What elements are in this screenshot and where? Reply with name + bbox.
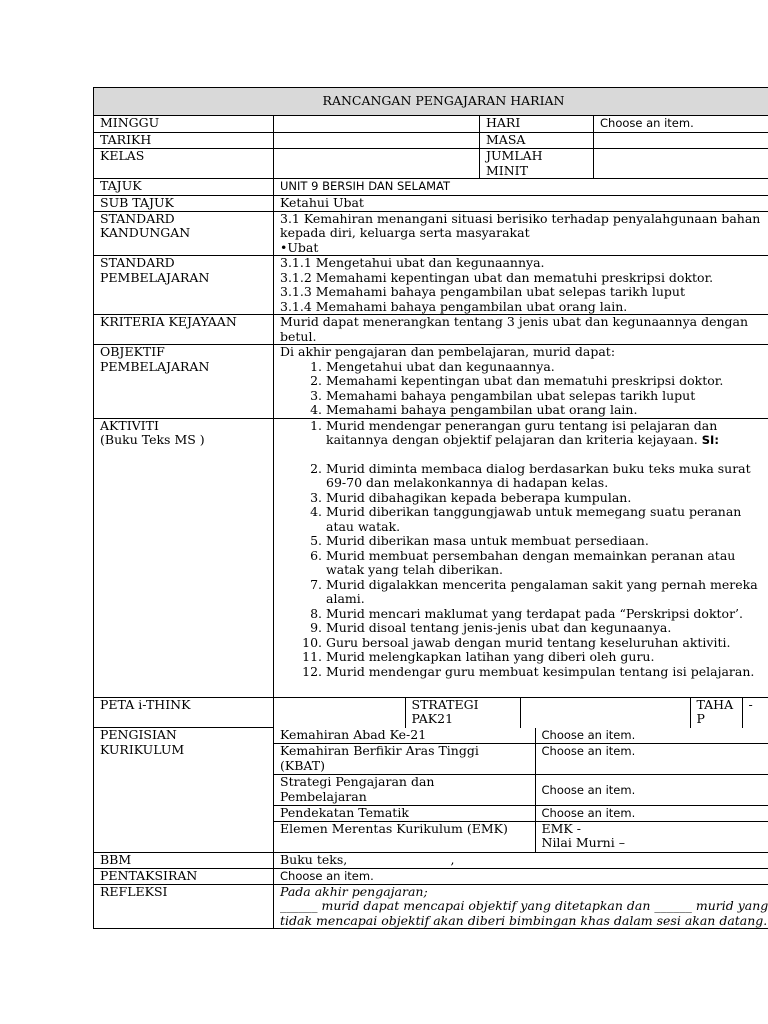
jumlah-minit-label-line1: JUMLAH (486, 148, 543, 163)
standard-kandungan-value[interactable] (274, 211, 768, 256)
list-item (326, 665, 768, 680)
sp-line: 3.1.1 Mengetahui ubat dan kegunaannya. (280, 255, 545, 270)
peta-row (274, 697, 768, 728)
masa-label: MASA (480, 133, 594, 149)
objektif-label-line1: OBJEKTIF (100, 344, 165, 359)
line: 2. Murid diminta membaca dialog berdasarkan buku teks muka surat (326, 460, 751, 476)
peta-value[interactable] (274, 698, 405, 728)
sk-line: •Ubat (280, 239, 319, 255)
strategi-value[interactable] (520, 698, 690, 728)
objektif-intro: Di akhir pengajaran dan pembelajaran, murid dapat: (280, 344, 616, 359)
list-item (326, 491, 768, 506)
abad21-dropdown[interactable]: Choose an item. (535, 728, 768, 744)
pendekatan-tematik-label: Pendekatan Tematik (274, 806, 535, 822)
line: 12. Murid mendengar guru membuat kesimpulan tentang isi pelajaran. (326, 663, 755, 679)
nilai-murni-line: Nilai Murni – (541, 835, 625, 850)
list-item (326, 534, 768, 549)
line: 5. Murid diberikan masa untuk membuat persediaan. (326, 533, 649, 548)
list-item: 3. Memahami bahaya pengambilan ubat selepas tarikh luput (326, 389, 768, 404)
list-item (326, 650, 768, 665)
spdp-line1: Strategi Pengajaran dan (280, 774, 435, 789)
objektif-label-line2: PEMBELAJARAN (100, 358, 210, 374)
jumlah-minit-field[interactable] (594, 149, 768, 179)
sp-line: 3.1.3 Memahami bahaya pengambilan ubat selepas tarikh luput (280, 284, 686, 299)
line: 10. Guru bersoal jawab dengan murid tentang keseluruhan aktiviti. (326, 634, 731, 650)
sub-tajuk-label: SUB TAJUK (94, 196, 274, 212)
tajuk-label: TAJUK (94, 179, 274, 196)
list-item: 4. Memahami bahaya pengambilan ubat orang lain. (326, 403, 768, 418)
jumlah-minit-label-line2: MINIT (486, 162, 528, 178)
refleksi-label: REFLEKSI (94, 884, 274, 929)
kk-line: betul. (280, 328, 317, 344)
line: 3. Murid dibahagikan kepada beberapa kumpulan. (326, 489, 632, 505)
line: watak yang telah diberikan. (326, 562, 504, 577)
emk-label: Elemen Merentas Kurikulum (EMK) (274, 821, 535, 852)
list-item (326, 505, 768, 534)
list-item (326, 578, 768, 607)
bbm-value[interactable]: Buku teks, , (274, 853, 768, 869)
line: 8. Murid mencari maklumat yang terdapat pada “Perskripsi doktor’. (326, 605, 743, 621)
standard-pembelajaran-label (94, 256, 274, 315)
aktiviti-value[interactable] (274, 418, 768, 697)
si-label: SI: (701, 433, 719, 447)
tahap-value[interactable]: - (742, 698, 768, 728)
strategi-label-line2: PAK21 (411, 711, 454, 726)
kbat-dropdown[interactable]: Choose an item. (535, 744, 768, 775)
strategi-label (405, 698, 520, 728)
peta-inner-table (274, 698, 768, 728)
tahap-label-line1: TAHA (696, 697, 734, 712)
strategi-label-line1: STRATEGI (411, 697, 479, 712)
sk-line: kepada diri, keluarga serta masyarakat (280, 225, 530, 240)
line: 6. Murid membuat persembahan dengan memainkan peranan atau (326, 547, 736, 563)
minggu-field[interactable] (274, 116, 480, 133)
tarikh-field[interactable] (274, 133, 480, 149)
list-item: 1. Mengetahui ubat dan kegunaannya. (326, 360, 768, 375)
pendekatan-tematik-dropdown[interactable]: Choose an item. (535, 806, 768, 822)
tarikh-label: TARIKH (94, 133, 274, 149)
tajuk-value[interactable]: UNIT 9 BERSIH DAN SELAMAT (274, 179, 768, 196)
sp-line: 3.1.4 Memahami bahaya pengambilan ubat orang lain. (280, 298, 628, 314)
sp-label-line2: PEMBELAJARAN (100, 269, 210, 285)
aktiviti-item1-line2 (326, 433, 768, 448)
aktiviti-list (280, 419, 768, 680)
line: alami. (326, 591, 365, 606)
strategi-pdp-label (274, 775, 535, 806)
kriteria-kejayaan-value[interactable] (274, 315, 768, 345)
kelas-field[interactable] (274, 149, 480, 179)
list-item (326, 419, 768, 462)
lesson-plan-table (93, 87, 768, 929)
minggu-label: MINGGU (94, 116, 274, 133)
aktiviti-label-line2: (Buku Teks MS ) (100, 432, 205, 447)
sk-line: 3.1 Kemahiran menangani situasi berisiko terhadap penyalahgunaan bahan (280, 211, 761, 226)
objektif-value[interactable] (274, 345, 768, 419)
line: atau watak. (326, 518, 401, 534)
refleksi-value[interactable] (274, 884, 768, 929)
list-item: 2. Memahami kepentingan ubat dan mematuhi preskripsi doktor. (326, 374, 768, 389)
emk-value[interactable] (535, 821, 768, 852)
page-title: RANCANGAN PENGAJARAN HARIAN (94, 88, 768, 116)
emk-line: EMK - (541, 821, 581, 836)
objektif-label (94, 345, 274, 419)
pentaksiran-dropdown[interactable]: Choose an item. (274, 868, 768, 884)
peta-ithink-label: PETA i-THINK (94, 697, 274, 728)
refleksi-line: ______ murid dapat mencapai objektif yang ditetapkan dan ______ murid yang (280, 898, 768, 913)
tahap-label (690, 698, 742, 728)
line: 4. Murid diberikan tanggungjawab untuk memegang suatu peranan (326, 504, 742, 519)
pentaksiran-label: PENTAKSIRAN (94, 868, 274, 884)
jumlah-minit-label (480, 149, 594, 179)
lesson-plan-document (93, 87, 768, 929)
aktiviti-item1-text: kaitannya dengan objektif pelajaran dan kriteria kejayaan. (326, 432, 698, 447)
kbat-line1: Kemahiran Berfikir Aras Tinggi (280, 743, 479, 758)
pengisian-kurikulum-label (94, 728, 274, 853)
spdp-line2: Pembelajaran (280, 788, 367, 804)
sk-label-line1: STANDARD (100, 211, 175, 226)
kelas-label: KELAS (94, 149, 274, 179)
sk-label-line2: KANDUNGAN (100, 225, 191, 240)
pk-label-line2: KURIKULUM (100, 741, 185, 757)
sp-label-line1: STANDARD (100, 255, 175, 270)
pengisian-kurikulum-body (274, 728, 768, 853)
strategi-pdp-dropdown[interactable]: Choose an item. (535, 775, 768, 806)
standard-pembelajaran-value[interactable] (274, 256, 768, 315)
sp-line: 3.1.2 Memahami kepentingan ubat dan mematuhi preskripsi doktor. (280, 269, 714, 285)
line: 69-70 dan melakonkannya di hadapan kelas. (326, 475, 609, 490)
line: 11. Murid melengkapkan latihan yang diberi oleh guru. (326, 649, 655, 664)
standard-kandungan-label (94, 211, 274, 256)
line: 7. Murid digalakkan mencerita pengalaman sakit yang pernah mereka (326, 576, 758, 592)
refleksi-line: Pada akhir pengajaran; (280, 884, 428, 899)
pk-label-line1: PENGISIAN (100, 727, 177, 742)
spacer (326, 448, 768, 462)
hari-dropdown[interactable]: Choose an item. (594, 116, 768, 133)
line: 9. Murid disoal tentang jenis-jenis ubat dan kegunaanya. (326, 620, 672, 635)
list-item (326, 462, 768, 491)
aktiviti-label-line1: AKTIVITI (100, 418, 159, 433)
list-item (326, 621, 768, 636)
aktiviti-label (94, 418, 274, 697)
kbat-line2: (KBAT) (280, 757, 325, 773)
kriteria-kejayaan-label: KRITERIA KEJAYAAN (94, 315, 274, 345)
hari-label: HARI (480, 116, 594, 133)
list-item (326, 636, 768, 651)
sub-tajuk-value[interactable]: Ketahui Ubat (274, 196, 768, 212)
kk-line: Murid dapat menerangkan tentang 3 jenis ubat dan kegunaannya dengan (280, 314, 749, 329)
objektif-list (280, 360, 768, 418)
masa-field[interactable] (594, 133, 768, 149)
tahap-label-line2: P (696, 711, 705, 726)
pengisian-inner-table (274, 728, 768, 853)
bbm-label: BBM (94, 853, 274, 869)
list-item (326, 549, 768, 578)
kbat-label (274, 744, 535, 775)
aktiviti-item1-line1: 1. Murid mendengar penerangan guru tentang isi pelajaran dan (326, 418, 718, 433)
list-item (326, 607, 768, 622)
refleksi-line: tidak mencapai objektif akan diberi bimbingan khas dalam sesi akan datang. (280, 912, 768, 928)
abad21-label: Kemahiran Abad Ke-21 (274, 728, 535, 744)
